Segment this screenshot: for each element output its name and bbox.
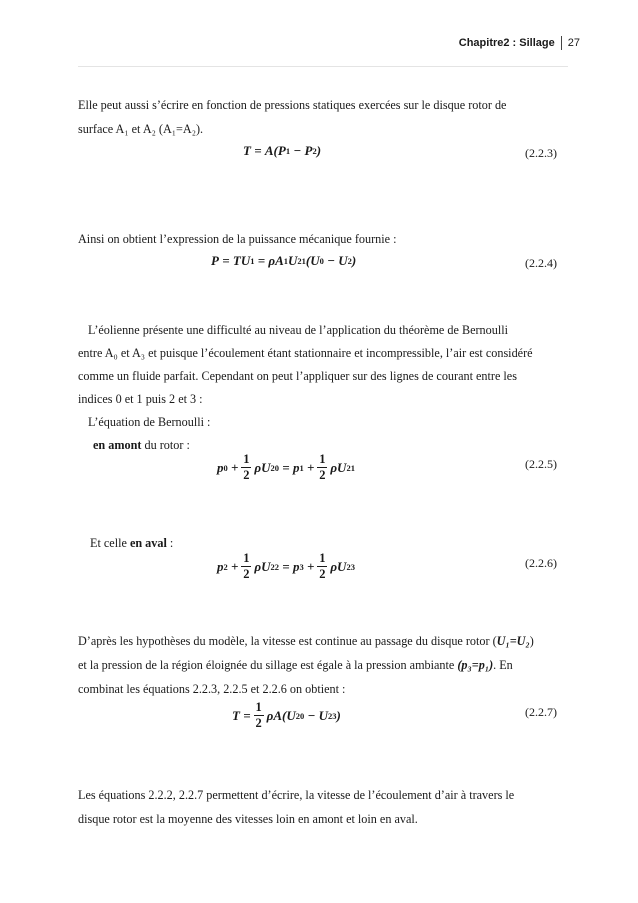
equation-number-2-2-4: (2.2.4): [525, 256, 557, 270]
paragraph-3-line-1: L’éolienne présente une difficulté au niveau de l’application du théorème de Bernoulli: [88, 323, 508, 337]
equation-number-2-2-5: (2.2.5): [525, 457, 557, 471]
paragraph-1-line-1: Elle peut aussi s’écrire en fonction de pressions statiques exercées sur le disque rotor de: [78, 98, 507, 112]
paragraph-3-line-3: comme un fluide parfait. Cependant on peut l’appliquer sur des lignes de courant entre les: [78, 369, 517, 383]
amont-label: en amont du rotor :: [93, 438, 190, 452]
equation-2-2-3: T = A ( P 1 − P 2 ): [243, 143, 322, 158]
equation-2-2-7: T = $\frac{1}{2}$ ρA ( U 2 0 − U 2 3 ): [232, 700, 341, 730]
paragraph-5-line-1: Les équations 2.2.2, 2.2.7 permettent d’écrire, la vitesse de l’écoulement d’air à travers le: [78, 788, 515, 802]
paragraph-4-line-1: D’après les hypothèses du modèle, la vitesse est continue au passage du disque rotor (U₁=U₂): [78, 634, 534, 648]
paragraph-2: Ainsi on obtient l’expression de la puissance mécanique fournie :: [78, 232, 397, 246]
equation-2-2-4: P = TU 1 = ρA 1 U 2 1 ( U 0 − U 2 ): [211, 253, 357, 268]
paragraph-3-line-2: entre A₀ et A₃ et puisque l’écoulement étant stationnaire et incompressible, l’air est considéré: [78, 346, 533, 360]
bernoulli-heading: L’équation de Bernoulli :: [88, 415, 211, 429]
equation-number-2-2-7: (2.2.7): [525, 705, 557, 719]
paragraph-1-line-2: surface A₁ et A₂ (A₁=A₂).: [78, 122, 204, 136]
chapter-title: Chapitre2 : Sillage: [458, 37, 555, 49]
paragraph-5-line-2: disque rotor est la moyenne des vitesses loin en amont et loin en aval.: [78, 812, 418, 826]
header-rule: [78, 66, 568, 67]
equation-number-2-2-6: (2.2.6): [525, 556, 557, 570]
page-number: 27: [567, 37, 580, 49]
paragraph-4-line-2: et la pression de la région éloignée du sillage est égale à la pression ambiante (p₃=p₁). En: [78, 658, 513, 672]
paragraph-3-line-4: indices 0 et 1 puis 2 et 3 :: [78, 392, 203, 406]
aval-label: Et celle en aval :: [90, 536, 174, 550]
paragraph-4-line-3: combinat les équations 2.2.3, 2.2.5 et 2.2.6 on obtient :: [78, 682, 346, 696]
equation-number-2-2-3: (2.2.3): [525, 146, 557, 160]
page-header: [459, 36, 580, 50]
header-separator: [561, 36, 562, 50]
equation-2-2-5: p 0 + $\frac{1}{2}$ ρU 2 0 = p 1 + $\frac{1}{2}$ ρU 2 1: [217, 452, 355, 482]
equation-2-2-6: p 2 + $\frac{1}{2}$ ρU 2 2 = p 3 + $\frac{1}{2}$ ρU 2 3: [217, 551, 355, 581]
